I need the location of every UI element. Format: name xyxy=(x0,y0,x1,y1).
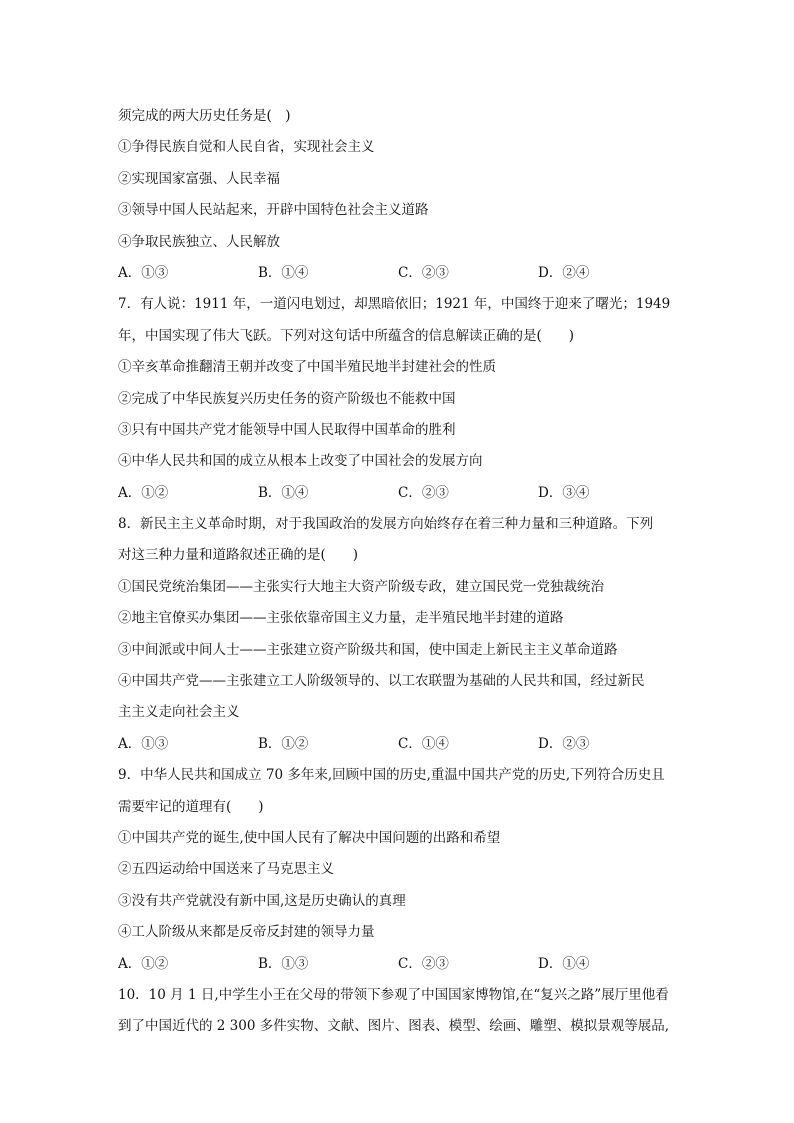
question-stem-line: 需要牢记的道理有( ) xyxy=(118,798,264,815)
answer-options xyxy=(118,949,678,980)
question-stem-line: 对这三种力量和道路叙述正确的是( ) xyxy=(118,547,359,564)
option-d: D．③④ xyxy=(538,484,590,501)
statement-3: ③中间派或中间人士——主张建立资产阶级共和国，使中国走上新民主主义革命道路 xyxy=(118,641,618,658)
option-b: B．①③ xyxy=(258,955,309,972)
option-d: D．②③ xyxy=(538,735,590,752)
statement-1: ①争得民族自觉和人民自省，实现社会主义 xyxy=(118,139,375,156)
option-c: C．①④ xyxy=(398,735,449,752)
question-stem-line: 8．新民主主义革命时期，对于我国政治的发展方向始终存在着三种力量和三种道路。下列 xyxy=(118,516,654,533)
option-c: C．②③ xyxy=(398,484,449,501)
question-7 xyxy=(118,289,678,509)
statement-3: ③领导中国人民站起来，开辟中国特色社会主义道路 xyxy=(118,202,429,219)
statement-3: ③没有共产党就没有新中国,这是历史确认的真理 xyxy=(118,892,406,909)
answer-options xyxy=(118,478,678,509)
option-b: B．①② xyxy=(258,735,309,752)
option-a: A．①③ xyxy=(118,264,169,281)
question-10 xyxy=(118,980,678,1043)
statement-1: ①辛亥革命推翻清王朝并改变了中国半殖民地半封建社会的性质 xyxy=(118,359,496,376)
statement-4: ④工人阶级从来都是反帝反封建的领导力量 xyxy=(118,924,375,941)
statement-4: ④争取民族独立、人民解放 xyxy=(118,233,280,250)
question-stem-line: 到了中国近代的 2 300 多件实物、文献、图片、图表、模型、绘画、雕塑、模拟景观等展品, xyxy=(118,1018,670,1035)
statement-1: ①国民党统治集团——主张实行大地主大资产阶级专政，建立国民党一党独裁统治 xyxy=(118,578,604,595)
statement-2: ②地主官僚买办集团——主张依靠帝国主义力量，走半殖民地半封建的道路 xyxy=(118,610,564,627)
question-8 xyxy=(118,509,678,760)
statement-2: ②实现国家富强、人民幸福 xyxy=(118,170,280,187)
option-c: C．②③ xyxy=(398,264,449,281)
question-stem-line: 9．中华人民共和国成立 70 多年来,回顾中国的历史,重温中国共产党的历史,下列符合历史且 xyxy=(118,767,665,784)
question-stem-line: 年，中国实现了伟大飞跃。下列对这句话中所蕴含的信息解读正确的是( ) xyxy=(118,327,575,344)
option-a: A．①② xyxy=(118,955,169,972)
option-d: D．②④ xyxy=(538,264,590,281)
option-a: A．①③ xyxy=(118,735,169,752)
statement-1: ①中国共产党的诞生,使中国人民有了解决中国问题的出路和希望 xyxy=(118,829,501,846)
statement-4: ④中华人民共和国的成立从根本上改变了中国社会的发展方向 xyxy=(118,453,483,470)
statement-4-continued: 主主义走向社会主义 xyxy=(118,704,240,721)
question-stem-line: 7．有人说：1911 年，一道闪电划过，却黑暗依旧；1921 年，中国终于迎来了曙光；1949 xyxy=(118,296,671,313)
statement-4: ④中国共产党——主张建立工人阶级领导的、以工农联盟为基础的人民共和国，经过新民 xyxy=(118,673,645,690)
option-b: B．①④ xyxy=(258,264,309,281)
option-d: D．①④ xyxy=(538,955,590,972)
question-stem-line: 10．10 月 1 日,中学生小王在父母的带领下参观了中国国家博物馆,在“复兴之路”展厅里他看 xyxy=(118,986,669,1003)
question-6-tail xyxy=(118,101,678,289)
question-stem-line: 须完成的两大历史任务是( ) xyxy=(118,108,291,124)
statement-2: ②五四运动给中国送来了马克思主义 xyxy=(118,861,334,878)
statement-2: ②完成了中华民族复兴历史任务的资产阶级也不能救中国 xyxy=(118,390,456,407)
option-c: C．②③ xyxy=(398,955,449,972)
statement-3: ③只有中国共产党才能领导中国人民取得中国革命的胜利 xyxy=(118,421,456,438)
answer-options xyxy=(118,258,678,289)
option-a: A．①② xyxy=(118,484,169,501)
answer-options xyxy=(118,729,678,760)
option-b: B．①④ xyxy=(258,484,309,501)
page-content xyxy=(118,101,678,1043)
question-9 xyxy=(118,760,678,980)
